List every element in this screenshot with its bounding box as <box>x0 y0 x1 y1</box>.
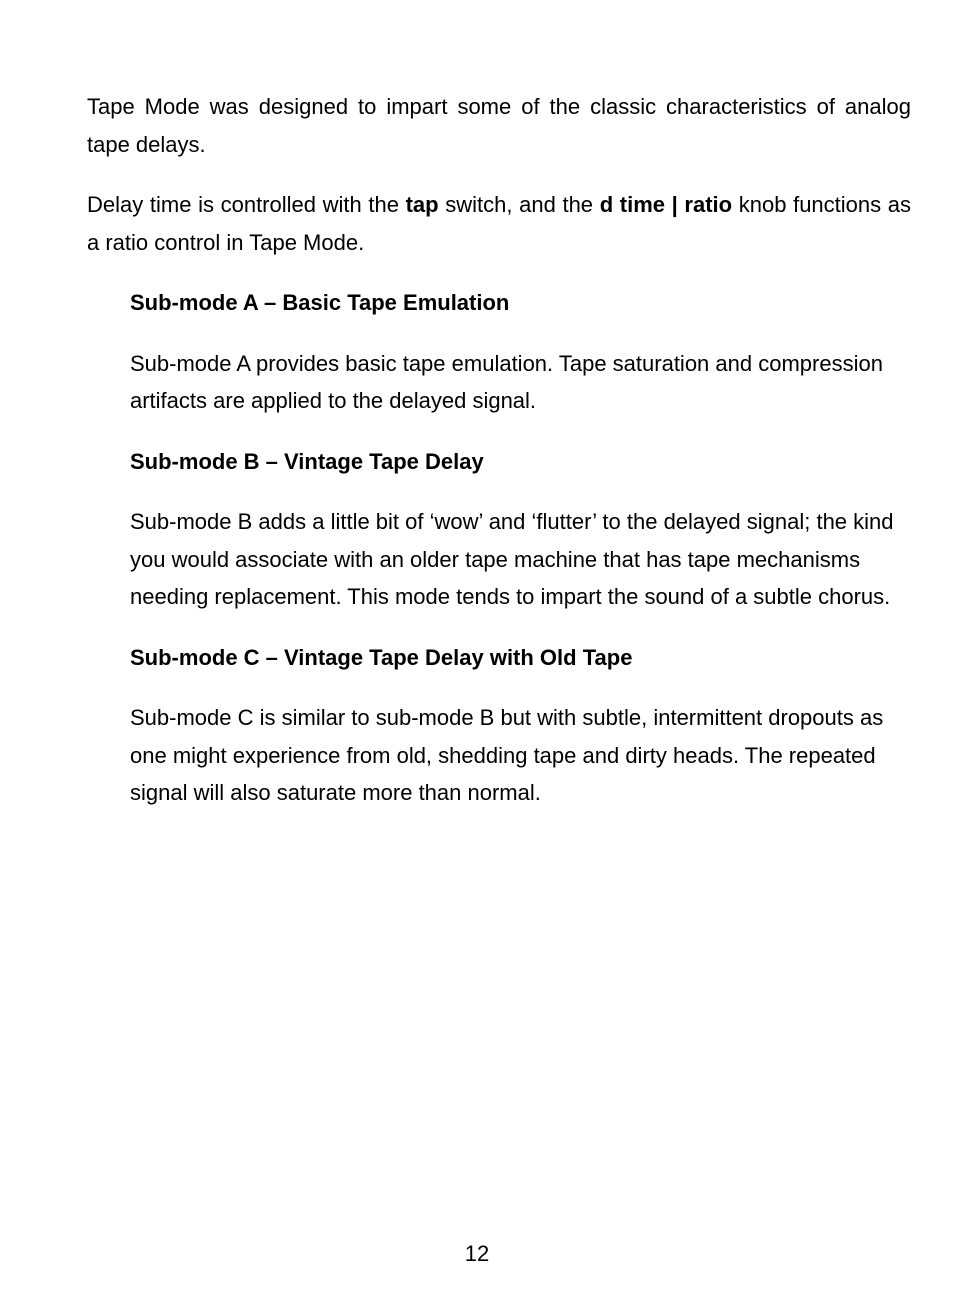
submode-b-text: Sub-mode B adds a little bit of ‘wow’ and ‘flutter’ to the delayed signal; the kind you would associate with an older tape machine that has tape mechanisms needing replacement. This mode tends to impart the sound of a subtle chorus. <box>130 509 894 609</box>
intro-paragraph <box>87 88 911 163</box>
submode-c-section <box>130 639 911 812</box>
delay-time-text-part2: switch, and the <box>438 192 600 217</box>
submode-a-heading: Sub-mode A – Basic Tape Emulation <box>130 290 510 315</box>
submode-b-heading: Sub-mode B – Vintage Tape Delay <box>130 448 484 474</box>
tap-switch-label: tap <box>405 192 439 217</box>
submode-a-section <box>130 284 911 420</box>
page-body <box>87 88 911 835</box>
delay-time-text-part3: knob functions as a ratio control in Tape Mode. <box>87 192 912 255</box>
delay-time-text-part1: Delay time is controlled with the <box>87 192 406 217</box>
submode-c-text: Sub-mode C is similar to sub-mode B but with subtle, intermittent dropouts as one might experience from old, shedding tape and dirty heads. The repeated signal will also saturate more than normal. <box>130 705 884 805</box>
page-number: 12 <box>464 1241 490 1266</box>
delay-time-paragraph <box>87 186 911 261</box>
d-time-ratio-knob-label: d time | ratio <box>599 192 733 217</box>
intro-paragraph-text: Tape Mode was designed to impart some of the classic characteristics of analog tape delays. <box>87 94 911 157</box>
submode-a-text: Sub-mode A provides basic tape emulation. Tape saturation and compression artifacts are applied to the delayed signal. <box>130 350 883 413</box>
submode-b-section <box>130 443 911 616</box>
submode-c-heading: Sub-mode C – Vintage Tape Delay with Old Tape <box>130 644 633 670</box>
